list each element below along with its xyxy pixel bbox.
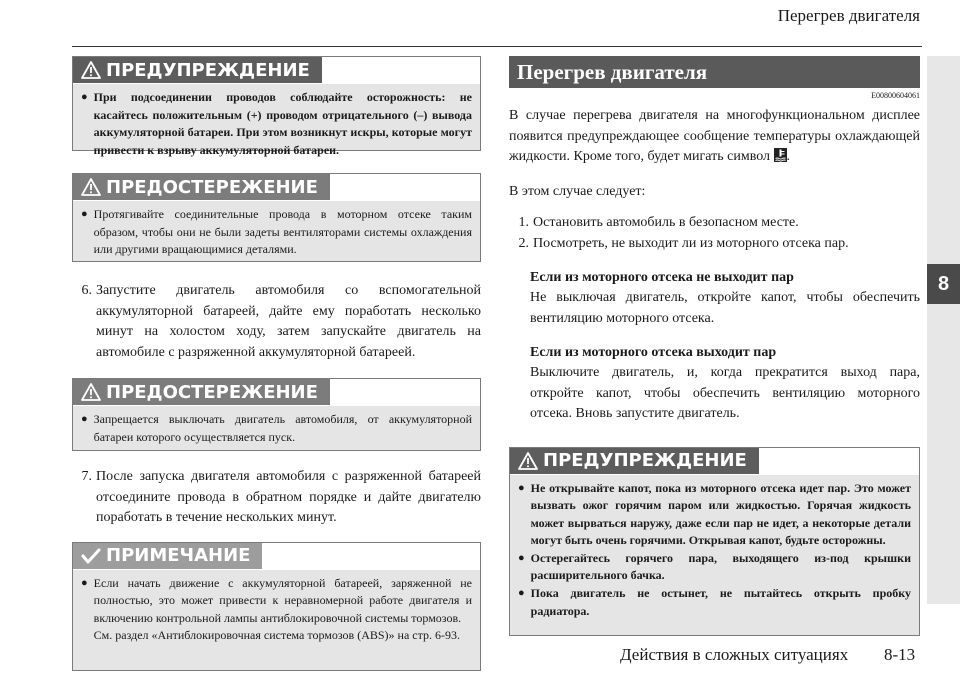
section-title: Перегрев двигателя bbox=[509, 56, 920, 88]
bullet-icon: ● bbox=[81, 208, 88, 220]
warning-label: ПРЕДУПРЕЖДЕНИЕ bbox=[543, 450, 747, 471]
step-7 bbox=[72, 467, 481, 529]
intro-paragraph bbox=[509, 106, 920, 168]
case-no-steam bbox=[530, 268, 920, 329]
caution-box-engine-off bbox=[72, 378, 481, 451]
warning-text: Пока двигатель не остынет, не пытайтесь открыть пробку радиатора. bbox=[530, 586, 911, 618]
warning-body bbox=[73, 84, 480, 157]
bullet-icon: ● bbox=[81, 576, 88, 589]
side-strip bbox=[927, 56, 960, 604]
caution-body bbox=[73, 406, 480, 450]
step-number: 6. bbox=[81, 283, 92, 298]
warning-triangle-icon bbox=[518, 452, 538, 470]
warning-item bbox=[518, 585, 911, 620]
bullet-icon: ● bbox=[81, 91, 88, 103]
caution-item bbox=[81, 206, 472, 259]
caution-body bbox=[73, 201, 480, 261]
warning-label: ПРЕДУПРЕЖДЕНИЕ bbox=[106, 59, 310, 81]
note-label: ПРИМЕЧАНИЕ bbox=[106, 545, 251, 566]
case-title: Если из моторного отсека выходит пар bbox=[530, 345, 777, 360]
warning-header bbox=[510, 448, 759, 474]
note-item bbox=[81, 575, 472, 645]
caution-header bbox=[73, 379, 330, 405]
step-text: Запустите двигатель автомобиля со вспомогательной аккумуляторной батареей, дайте ему поработать несколько минут на холостом ходу, затем запускайте двигатель на автомобиле с разряженной аккумуляторной батареей. bbox=[96, 283, 481, 360]
bullet-icon: ● bbox=[81, 413, 88, 425]
warning-text: Не открывайте капот, пока из моторного отсека идет пар. Это может вызвать ожог горячим паром или жидкостью. Горячая жидкость может вырваться наружу, даже если пар не идет, а некоторые детали могут быть очень горячими. Открывая капот, будьте осторожны. bbox=[530, 480, 911, 548]
step-1 bbox=[509, 213, 920, 234]
caution-text: Протягивайте соединительные провода в моторном отсеке таким образом, чтобы они не были задеты вентиляторами системы охлаждения или другими вращающимися деталями. bbox=[93, 207, 472, 257]
caution-box-wires bbox=[72, 173, 481, 262]
warning-text: При подсоединении проводов соблюдайте осторожность: не касайтесь положительным (+) проводом отрицательного (–) вывода аккумуляторной батареи. При этом возникнут искры, которые могут привести к взрыву аккумуляторной батареи. bbox=[93, 90, 472, 157]
step-6 bbox=[72, 281, 481, 363]
header-rule bbox=[72, 46, 922, 47]
step-number: 1. bbox=[518, 215, 529, 230]
caution-header bbox=[73, 174, 330, 200]
warning-item bbox=[81, 89, 472, 159]
caution-text: Запрещается выключать двигатель автомобиля, от аккумуляторной батареи которого осуществляется пуск. bbox=[93, 412, 472, 444]
warning-header bbox=[73, 57, 322, 83]
case-text: Не выключая двигатель, откройте капот, чтобы обеспечить вентиляцию моторного отсека. bbox=[530, 290, 920, 326]
warning-triangle-icon bbox=[81, 178, 101, 196]
case-title: Если из моторного отсека не выходит пар bbox=[530, 270, 794, 285]
bullet-icon: ● bbox=[518, 587, 525, 600]
step-number: 2. bbox=[518, 235, 529, 251]
note-box bbox=[72, 542, 481, 671]
note-content bbox=[94, 575, 472, 645]
page-number: 8-13 bbox=[884, 645, 916, 664]
case-text: Выключите двигатель, и, когда прекратится выход пара, откройте капот, чтобы обеспечить вентиляцию моторного отсека. Вновь запустите двигатель. bbox=[530, 365, 920, 421]
right-column bbox=[509, 56, 920, 636]
warning-item bbox=[518, 480, 911, 550]
warning-box-connection bbox=[72, 56, 481, 157]
caution-item bbox=[81, 411, 472, 446]
note-body bbox=[73, 570, 480, 670]
intro-text: В случае перегрева двигателя на многофункциональном дисплее появится предупреждающее сообщение температуры охлаждающей жидкости. Кроме того, будет мигать символ bbox=[509, 108, 920, 164]
bullet-icon: ● bbox=[518, 481, 525, 494]
warning-triangle-icon bbox=[81, 61, 101, 79]
checkmark-icon bbox=[81, 547, 101, 565]
steps-list bbox=[509, 213, 920, 254]
step-text: Посмотреть, не выходит ли из моторного отсека пар. bbox=[533, 235, 849, 251]
caution-label: ПРЕДОСТЕРЕЖЕНИЕ bbox=[106, 176, 318, 198]
warning-box-steam bbox=[509, 447, 920, 636]
lead-text: В этом случае следует: bbox=[509, 183, 646, 199]
step-text: После запуска двигателя автомобиля с разряженной батареей отсоедините провода в обратном порядке и дайте двигателю поработать в течение нескольких минут. bbox=[96, 469, 481, 525]
warning-item bbox=[518, 550, 911, 585]
footer-chapter-title: Действия в сложных ситуациях bbox=[620, 645, 849, 664]
warning-triangle-icon bbox=[81, 383, 101, 401]
chapter-tab: 8 bbox=[927, 264, 960, 304]
note-header bbox=[73, 543, 262, 569]
step-text: Остановить автомобиль в безопасном месте. bbox=[533, 215, 799, 230]
document-code: E00800604061 bbox=[871, 91, 920, 100]
step-number: 7. bbox=[81, 469, 92, 484]
step-2 bbox=[509, 234, 920, 255]
warning-text: Остерегайтесь горячего пара, выходящего из-под крышки расширительного бачка. bbox=[530, 550, 911, 583]
coolant-temperature-icon bbox=[774, 148, 787, 162]
intro-end: . bbox=[786, 149, 791, 164]
note-reference: См. раздел «Антиблокировочная система тормозов (ABS)» на стр. 6-93. bbox=[93, 628, 461, 643]
warning-body bbox=[510, 475, 919, 635]
left-column bbox=[72, 56, 481, 671]
caution-label: ПРЕДОСТЕРЕЖЕНИЕ bbox=[106, 381, 318, 403]
case-steam bbox=[530, 343, 920, 425]
note-text: Если начать движение с аккумуляторной батареей, заряженной не полностью, это может привести к неравномерной работе двигателя и включению контрольной лампы антиблокировочной системы тормозов. bbox=[93, 575, 472, 625]
page-header-title: Перегрев двигателя bbox=[777, 6, 920, 25]
bullet-icon: ● bbox=[518, 551, 525, 564]
